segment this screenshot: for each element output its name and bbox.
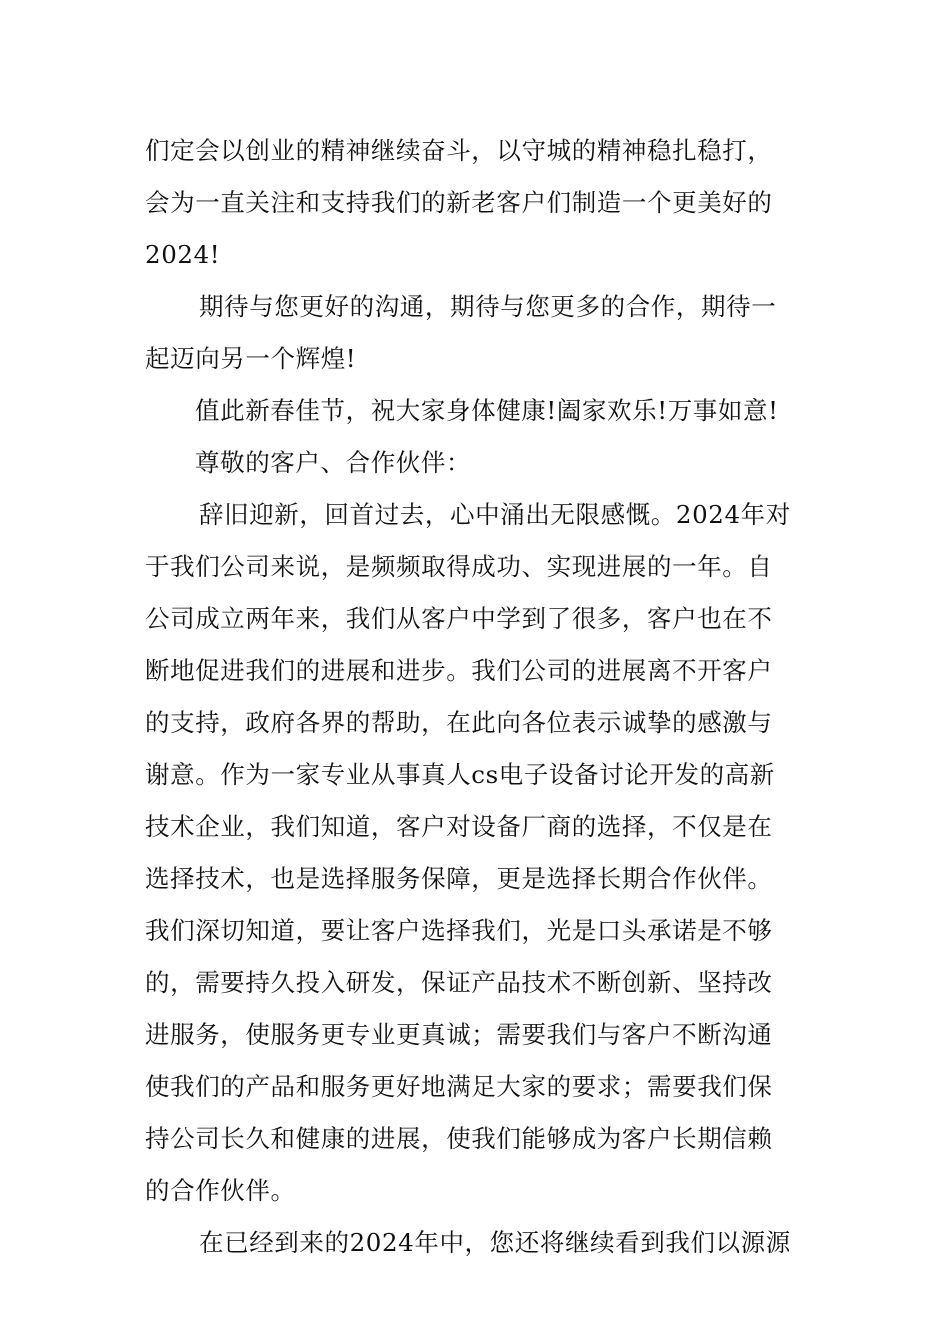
- text-line: 谢意。作为一家专业从事真人cs电子设备讨论开发的高新: [145, 760, 775, 789]
- text-line: 的支持，政府各界的帮助，在此向各位表示诚挚的感激与: [145, 708, 773, 737]
- text-line: 于我们公司来说，是频频取得成功、实现进展的一年。自: [145, 552, 773, 581]
- document-body: [145, 125, 810, 1269]
- text-line: 起迈向另一个辉煌!: [145, 344, 357, 373]
- text-line: 会为一直关注和支持我们的新老客户们制造一个更美好的: [145, 188, 773, 217]
- text-line: 进服务，使服务更专业更真诚；需要我们与客户不断沟通: [145, 1020, 773, 1049]
- salutation-line: 尊敬的客户、合作伙伴：: [195, 448, 472, 477]
- text-line: 我们深切知道，要让客户选择我们，光是口头承诺是不够: [145, 916, 773, 945]
- paragraph-first-line: 辞旧迎新，回首过去，心中涌出无限感慨。2024年对: [199, 500, 791, 529]
- text-line: 2024!: [145, 240, 221, 269]
- text-line: 选择技术，也是选择服务保障，更是选择长期合作伙伴。: [145, 864, 773, 893]
- text-line: 的，需要持久投入研发，保证产品技术不断创新、坚持改: [145, 968, 773, 997]
- paragraph-first-line: 在已经到来的2024年中，您还将继续看到我们以源源: [199, 1228, 791, 1257]
- text-line: 使我们的产品和服务更好地满足大家的要求；需要我们保: [145, 1072, 773, 1101]
- text-line: 公司成立两年来，我们从客户中学到了很多，客户也在不: [145, 604, 773, 633]
- text-line: 技术企业，我们知道，客户对设备厂商的选择，不仅是在: [145, 812, 773, 841]
- paragraph-first-line: 期待与您更好的沟通，期待与您更多的合作，期待一: [199, 292, 777, 321]
- text-line: 们定会以创业的精神继续奋斗，以守城的精神稳扎稳打，: [145, 136, 773, 165]
- text-line: 持公司长久和健康的进展，使我们能够成为客户长期信赖: [145, 1124, 773, 1153]
- text-line: 断地促进我们的进展和进步。我们公司的进展离不开客户: [145, 656, 773, 685]
- text-line: 的合作伙伴。: [145, 1176, 296, 1205]
- greeting-line: 值此新春佳节，祝大家身体健康!阖家欢乐!万事如意!: [195, 396, 779, 425]
